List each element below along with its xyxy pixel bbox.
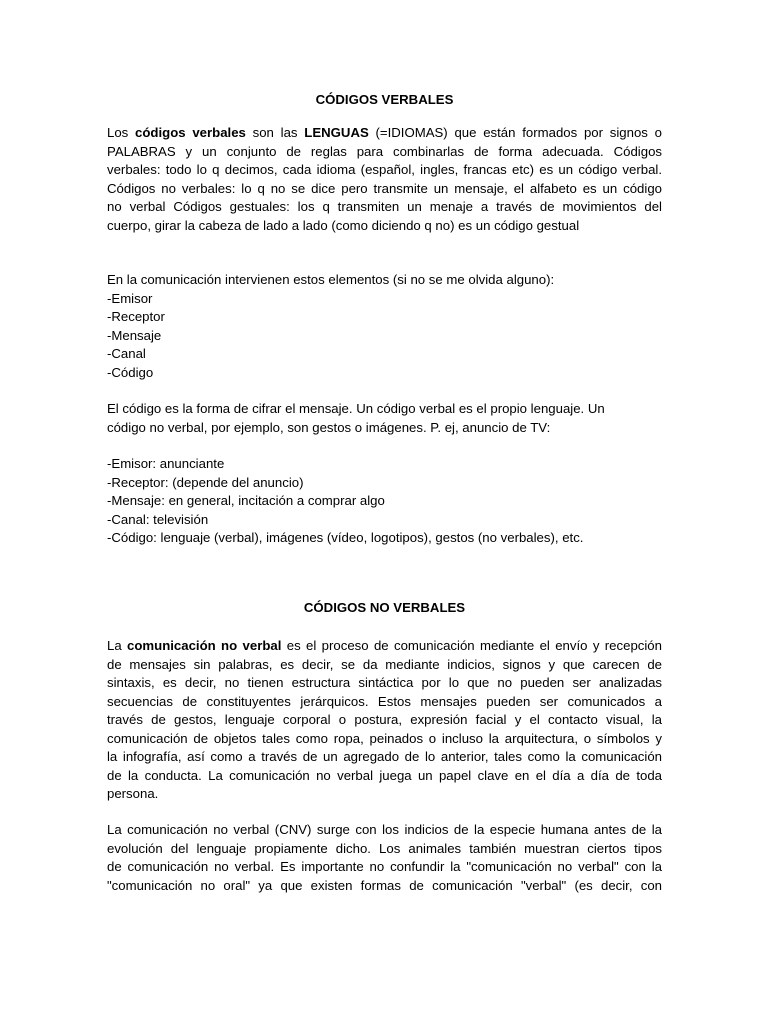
verbal-codes-paragraph (107, 124, 662, 235)
list-item: -Receptor (107, 309, 165, 324)
paragraph-line: El código es la forma de cifrar el mensaje. Un código verbal es el propio lenguaje. Un (107, 401, 605, 416)
list-item: -Mensaje: en general, incitación a comprar algo (107, 493, 385, 508)
bold-term-codigos-verbales: códigos verbales (135, 125, 246, 140)
text-segment: Los (107, 125, 136, 140)
paragraph-line: código no verbal, por ejemplo, son gestos o imágenes. P. ej, anuncio de TV: (107, 419, 551, 435)
paragraph-line: de comunicación no verbal. Es importante no confundir la "comunicación no verbal" con la (107, 859, 662, 874)
paragraph-line: sintaxis, es decir, no tienen estructura sintáctica por lo que no pueden ser analizadas (107, 675, 662, 690)
paragraph-line (107, 637, 662, 656)
paragraph-line: de la conducta. La comunicación no verbal juega un papel clave en el día a día de toda (107, 767, 662, 783)
list-item: -Canal (107, 346, 146, 361)
list-item: -Emisor: anunciante (107, 456, 225, 471)
text-segment: son las (245, 125, 305, 140)
paragraph-line: PALABRAS y un conjunto de reglas para combinarlas de forma adecuada. Códigos (107, 143, 662, 159)
list-item: -Mensaje (107, 327, 162, 343)
list-item: -Código: lenguaje (verbal), imágenes (vídeo, logotipos), gestos (no verbales), etc. (107, 530, 584, 545)
paragraph-line: la infografía, así como a través de un agregado de lo anterior, tales como la comunicación (107, 749, 662, 764)
paragraph-line: evolución del lenguaje propiamente dicho. Los animales también muestran ciertos tipos (107, 840, 662, 856)
paragraph-line: persona. (107, 786, 159, 801)
paragraph-line (107, 124, 662, 143)
text-segment: (=IDIOMAS) que están formados por signos o (368, 125, 662, 140)
text-segment: La (107, 638, 128, 653)
bold-term-lenguas: LENGUAS (304, 125, 369, 140)
paragraph-line: de mensajes sin palabras, es decir, se da mediante indicios, signos y que carecen de (107, 656, 662, 672)
communication-elements-block (107, 271, 662, 382)
paragraph-line: través de gestos, lenguaje corporal o postura, expresión facial y el contacto visual, la (107, 712, 662, 727)
elements-intro: En la comunicación intervienen estos elementos (si no se me olvida alguno): (107, 272, 555, 287)
cnv-origin-paragraph (107, 821, 662, 895)
list-item: -Emisor (107, 290, 153, 306)
paragraph-line: comunicación de objetos tales como ropa, peinados o incluso la arquitectura, o símbolos y (107, 730, 662, 746)
paragraph-line: Códigos no verbales: lo q no se dice pero transmite un mensaje, el alfabeto es un código (107, 180, 662, 196)
paragraph-line: no verbal Códigos gestuales: los q transmiten un menaje a través de movimientos del (107, 199, 662, 214)
paragraph-line: cuerpo, girar la cabeza de lado a lado (como diciendo q no) es un código gestual (107, 217, 580, 233)
nonverbal-codes-heading-block (107, 599, 662, 618)
heading-nonverbal-codes: CÓDIGOS NO VERBALES (303, 600, 466, 615)
bold-term-comunicacion-no-verbal: comunicación no verbal (127, 638, 282, 653)
nonverbal-definition-paragraph (107, 637, 662, 804)
paragraph-line: "comunicación no oral" ya que existen formas de comunicación "verbal" (es decir, con (107, 877, 662, 893)
paragraph-line: La comunicación no verbal (CNV) surge con los indicios de la especie humana antes de la (107, 822, 662, 837)
paragraph-line: secuencias de constituyentes jerárquicos. Estos mensajes pueden ser comunicados a (107, 693, 662, 709)
list-item: -Receptor: (depende del anuncio) (107, 474, 304, 490)
text-segment: es el proceso de comunicación mediante el envío y recepción (281, 638, 662, 653)
code-explanation-paragraph (107, 400, 662, 437)
list-item: -Canal: televisión (107, 511, 209, 527)
heading-verbal-codes: CÓDIGOS VERBALES (315, 92, 454, 107)
verbal-codes-heading-block (107, 91, 662, 110)
list-item: -Código (107, 364, 154, 380)
tv-ad-example-list (107, 455, 662, 548)
paragraph-line: verbales: todo lo q decimos, cada idioma (español, ingles, francas etc) es un código verbal. (107, 162, 662, 177)
